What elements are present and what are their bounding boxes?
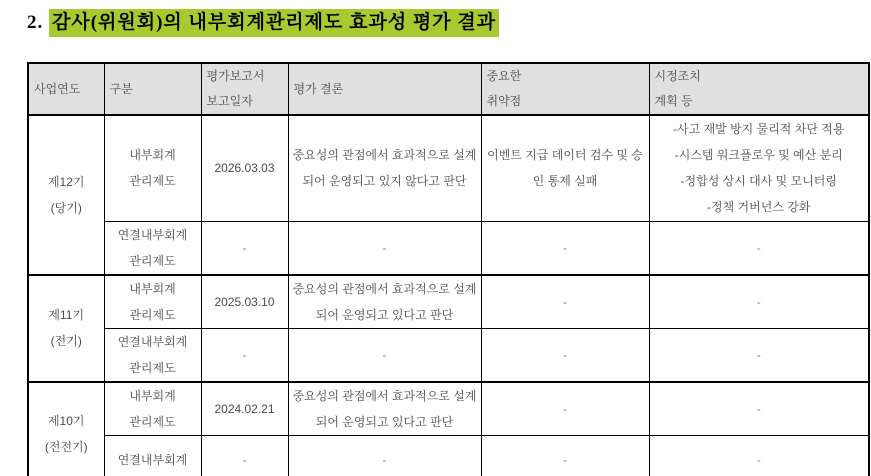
dash-value: - (563, 453, 567, 468)
cell-period-12 (28, 115, 104, 275)
corrective-item: -정합성 상시 대사 및 모니터링 (680, 174, 837, 189)
header-corrective (649, 63, 869, 115)
table-row (28, 435, 869, 476)
table-row (28, 275, 869, 329)
cell-corrective (649, 382, 869, 436)
report-date: 2024.02.21 (214, 401, 275, 416)
cell-category (104, 115, 201, 221)
header-row (28, 63, 869, 115)
conclusion-text: 중요성의 관점에서 효과적으로 설계 (292, 281, 477, 296)
cell-conclusion (288, 435, 481, 476)
header-label: 사업연도 (34, 81, 81, 96)
cell-conclusion (288, 115, 481, 221)
header-label: 보고일자 (206, 94, 253, 108)
dash-value: - (563, 240, 567, 255)
header-label: 평가보고서 (206, 69, 265, 83)
dash-value: - (756, 240, 761, 255)
dash-value: - (563, 294, 567, 309)
dash-value: - (563, 347, 567, 362)
title-highlighted-text: 감사(위원회)의 내부회계관리제도 효과성 평가 결과 (49, 9, 499, 37)
dash-value: - (382, 347, 387, 362)
category-label: 연결내부회계 (117, 227, 188, 242)
table-row (28, 115, 869, 221)
category-label: 내부회계 (129, 281, 176, 296)
table-row (28, 328, 869, 382)
cell-weakness (481, 328, 649, 382)
category-label: 연결내부회계 (117, 453, 188, 468)
cell-weakness (481, 221, 649, 275)
conclusion-text: 되어 운영되고 있지 않다고 판단 (302, 174, 467, 189)
period-label: (전전기) (44, 439, 88, 454)
period-label: (전기) (50, 334, 82, 348)
conclusion-text: 중요성의 관점에서 효과적으로 설계 (292, 148, 477, 163)
dash-value: - (242, 347, 247, 362)
dash-value: - (756, 347, 761, 362)
dash-value: - (382, 240, 387, 255)
cell-corrective (649, 275, 869, 329)
title-number: 2. (27, 12, 49, 33)
cell-report-date (201, 115, 288, 221)
cell-conclusion (288, 221, 481, 275)
header-label: 시정조치 (654, 69, 701, 83)
dash-value: - (756, 401, 761, 416)
cell-period-11 (28, 275, 104, 382)
cell-corrective (649, 115, 869, 221)
cell-weakness (481, 115, 649, 221)
cell-corrective (649, 221, 869, 275)
header-conclusion (288, 63, 481, 115)
header-label: 취약점 (486, 94, 522, 108)
conclusion-text: 되어 운영되고 있다고 판단 (315, 307, 454, 322)
dash-value: - (382, 453, 387, 468)
cell-category (104, 221, 201, 275)
cell-conclusion (288, 328, 481, 382)
period-label: (당기) (50, 200, 82, 215)
dash-value: - (756, 294, 761, 309)
category-label: 내부회계 (129, 148, 176, 163)
conclusion-text: 되어 운영되고 있다고 판단 (315, 414, 454, 429)
cell-report-date (201, 275, 288, 329)
category-label: 관리제도 (129, 307, 176, 322)
table-row (28, 382, 869, 436)
category-label: 연결내부회계 (117, 334, 188, 349)
conclusion-text: 중요성의 관점에서 효과적으로 설계 (292, 388, 477, 403)
report-date: 2026.03.03 (214, 161, 275, 176)
cell-weakness (481, 275, 649, 329)
cell-category (104, 275, 201, 329)
dash-value: - (563, 401, 567, 416)
category-label: 관리제도 (129, 360, 176, 375)
cell-period-10 (28, 382, 104, 476)
header-label: 중요한 (486, 69, 522, 83)
cell-corrective (649, 435, 869, 476)
header-weakness (481, 63, 649, 115)
cell-category (104, 328, 201, 382)
cell-weakness (481, 435, 649, 476)
cell-report-date (201, 328, 288, 382)
cell-report-date (201, 435, 288, 476)
dash-value: - (242, 453, 247, 468)
cell-conclusion (288, 275, 481, 329)
header-label: 평가 결론 (293, 81, 344, 96)
dash-value: - (242, 240, 247, 255)
category-label: 관리제도 (129, 174, 176, 189)
page-title (27, 7, 499, 34)
period-label: 제11기 (48, 308, 85, 322)
header-report-date (201, 63, 288, 115)
evaluation-results-table (27, 62, 870, 476)
period-label: 제12기 (47, 174, 85, 189)
period-label: 제10기 (47, 413, 85, 428)
header-label: 구분 (109, 81, 133, 96)
weakness-text: 이벤트 지급 데이터 검수 및 승 (487, 148, 643, 163)
category-label: 관리제도 (129, 253, 176, 268)
cell-report-date (201, 221, 288, 275)
table-body (28, 115, 869, 476)
table-row (28, 221, 869, 275)
corrective-item: -정책 거버넌스 강화 (707, 200, 811, 215)
header-category (104, 63, 201, 115)
cell-category (104, 435, 201, 476)
category-label: 내부회계 (129, 388, 176, 403)
corrective-item: -시스템 워크플로우 및 예산 분리 (674, 148, 843, 163)
category-label: 관리제도 (129, 414, 176, 429)
header-business-year (28, 63, 104, 115)
cell-category (104, 382, 201, 436)
cell-weakness (481, 382, 649, 436)
weakness-text: 인 통제 실패 (532, 174, 598, 189)
report-date: 2025.03.10 (214, 294, 275, 309)
cell-report-date (201, 382, 288, 436)
cell-conclusion (288, 382, 481, 436)
table-header (28, 63, 869, 115)
corrective-item: -사고 재발 방지 물리적 차단 적용 (673, 122, 845, 137)
dash-value: - (756, 453, 761, 468)
cell-corrective (649, 328, 869, 382)
header-label: 계획 등 (654, 94, 693, 108)
